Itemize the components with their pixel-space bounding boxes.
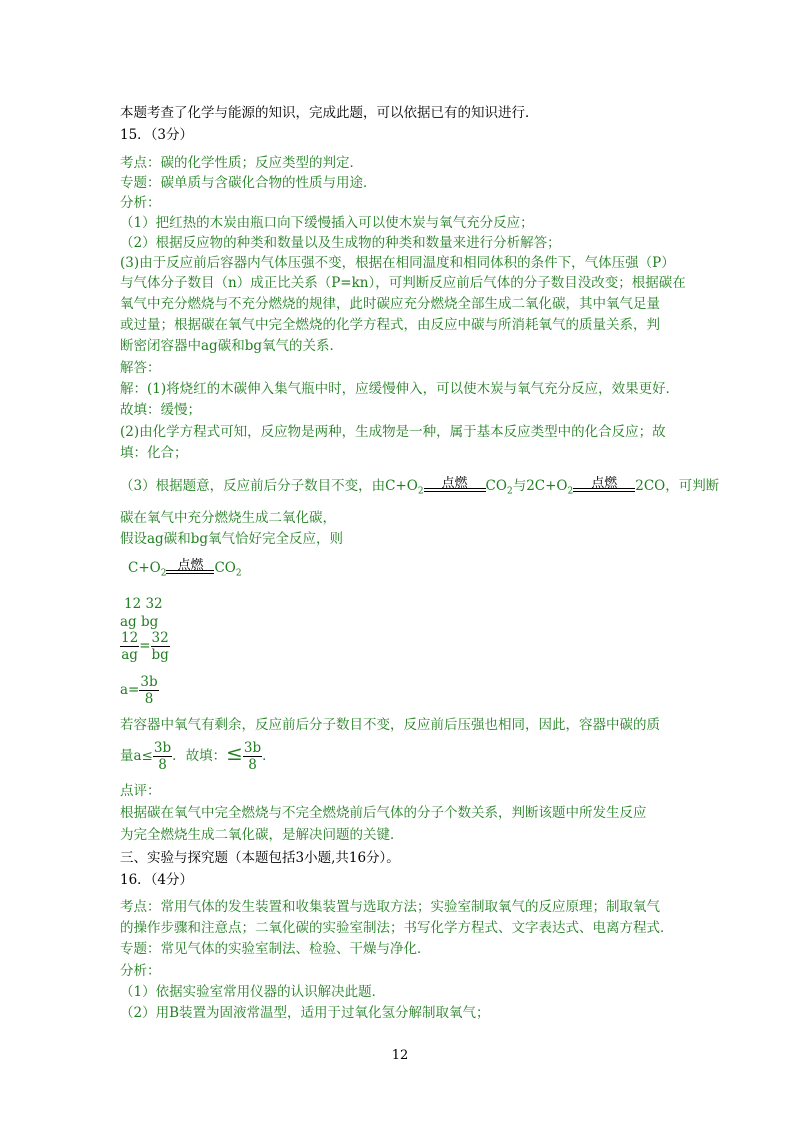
zhuanti16-text: 常见气体的实验室制法、检验、干燥与净化．	[160, 941, 431, 957]
analysis-line-3d: 或过量；根据碳在氧气中完全燃烧的化学方程式，由反应中碳与所消耗氧气的质量关系，判	[120, 317, 660, 333]
fraction-3b-8	[243, 740, 262, 773]
answer-line-2a: (2)由化学方程式可知，反应物是两种，生成物是一种，属于基本反应类型中的化合反应；故	[120, 424, 666, 440]
answer-line-1: 解：(1)将烧红的木碳伸入集气瓶中时，应缓慢伸入，可以使木炭与氧气充分反应，效果更好．	[120, 381, 680, 397]
remain-mid: ．故填：	[172, 748, 227, 764]
fraction-numerator: 3b	[153, 740, 172, 756]
eq1-left-sub: 2	[417, 486, 424, 497]
eq1-right-text: CO	[485, 478, 507, 494]
equation-1-right	[485, 478, 513, 497]
fraction-numerator: 3b	[140, 674, 158, 690]
analysis-line-3c: 氧气中充分燃烧与不充分燃烧的规律，此时碳应充分燃烧全部生成二氧化碳，其中氧气足量	[120, 296, 660, 312]
fraction-denominator: 8	[248, 757, 257, 773]
analysis-line-1: （1）把红热的木炭由瓶口向下缓慢插入可以使木炭与氧气充分反应；	[120, 215, 534, 231]
equation-1-condition: 点燃	[441, 475, 468, 491]
fraction-32-bg	[151, 630, 170, 663]
equation-3-arrow	[166, 557, 214, 579]
eq2-left-sub: 2	[567, 486, 574, 497]
equation-3-left	[128, 560, 167, 579]
fraction-denominator: bg	[151, 647, 169, 663]
analysis-line-3b: 与气体分子数目（n）成正比关系（P=kn），可判断反应前后气体的分子数目没改变；根据碳在	[120, 275, 686, 291]
fraction-denominator: ag	[121, 647, 138, 663]
answer-line-1b: 故填：缓慢；	[120, 402, 201, 418]
answer-3a-prefix: （3）根据题意，反应前后分子数目不变，由	[120, 478, 386, 494]
comment-line-1: 根据碳在氧气中完全燃烧与不完全燃烧前后气体的分子个数关系，判断该题中所发生反应	[120, 805, 647, 821]
fenxi-label: 分析：	[120, 195, 161, 211]
text-line: 本题考查了化学与能源的知识，完成此题，可以依据已有的知识进行．	[120, 105, 539, 121]
page-number: 12	[391, 1048, 409, 1063]
answer-line-3a	[120, 474, 719, 497]
comment-line-2: 为完全燃烧生成二氧化碳，是解决问题的关键．	[120, 827, 404, 843]
dianping-label: 点评：	[120, 783, 161, 799]
answer-line-2b: 填：化合；	[120, 445, 188, 461]
kaodian-label: 考点：	[120, 155, 161, 171]
mass-variable-line: ag bg	[120, 614, 159, 630]
eq3-left-sub: 2	[160, 568, 167, 579]
eq3-right-sub: 2	[235, 568, 242, 579]
fraction-numerator: 12	[121, 630, 139, 646]
eq3-right-text: CO	[214, 560, 236, 576]
analysis-line-3a: (3)由于反应前后容器内气体压强不变，根据在相同温度和相同体积的条件下，气体压强（P）	[120, 255, 675, 271]
jieda-label: 解答：	[120, 360, 161, 376]
equation-2-right: 2CO	[635, 478, 666, 494]
fraction-12-ag	[120, 630, 139, 663]
answer-3a-suffix: ，可判断	[665, 478, 720, 494]
a-solution	[120, 674, 159, 707]
answer-remain-b	[120, 740, 276, 773]
fraction-denominator: 8	[144, 691, 154, 707]
equation-3-right	[214, 560, 242, 579]
equation-3	[128, 557, 242, 579]
eq1-left-text: C+O	[385, 478, 418, 494]
zhuanti16-label: 专题：	[120, 941, 161, 957]
eq2-left-text: 2C+O	[526, 478, 568, 494]
question-heading-16: 16．（4分）	[120, 872, 194, 888]
section-heading-3: 三、实验与探究题（本题包括3小题,共16分）。	[120, 850, 400, 866]
remain-end: ．	[262, 748, 276, 764]
analysis-line-2: （2）根据反应物的种类和数量以及生成物的种类和数量来进行分析解答；	[120, 235, 561, 251]
analysis16-line-1: （1）依据实验室常用仪器的认识解决此题．	[120, 984, 386, 1000]
equation-3-condition: 点燃	[177, 557, 204, 573]
fraction-denominator: 8	[158, 757, 167, 773]
answer-line-3c: 假设ag碳和bg氧气恰好完全反应，则	[120, 531, 343, 547]
kaodian-text: 碳的化学性质；反应类型的判定．	[160, 155, 363, 171]
zhuanti-row	[120, 174, 377, 192]
equation-2-left	[526, 478, 574, 497]
less-equal-symbol: ≤	[226, 741, 243, 765]
equation-2-arrow	[573, 475, 635, 497]
a-equals: a=	[120, 682, 140, 698]
answer-line-3b: 碳在氧气中充分燃烧生成二氧化碳，	[120, 510, 336, 526]
kaodian16-label: 考点：	[120, 899, 161, 915]
kaodian16-row	[120, 898, 660, 916]
fraction-numerator: 3b	[243, 740, 262, 756]
equals-sign: =	[139, 638, 151, 654]
fraction-3b-8	[139, 674, 158, 707]
zhuanti-label: 专题：	[120, 175, 161, 191]
question-heading-15: 15．（3分）	[120, 127, 194, 143]
answer-3a-conj: 与	[512, 478, 527, 494]
eq1-right-sub: 2	[506, 486, 513, 497]
fraction-numerator: 32	[151, 630, 169, 646]
zhuanti16-row	[120, 940, 431, 958]
kaodian16-text-a: 常用气体的发生装置和收集装置与选取方法；实验室制取氧气的反应原理；制取氧气	[160, 899, 660, 915]
answer-remain-a: 若容器中氧气有剩余，反应前后分子数目不变，反应前后压强也相同，因此，容器中碳的质	[120, 717, 660, 733]
proportion-equation	[120, 630, 170, 663]
kaodian16-text-b: 的操作步骤和注意点；二氧化碳的实验室制法；书写化学方程式、文字表达式、电离方程式．	[120, 920, 674, 936]
equation-1-arrow	[424, 475, 486, 497]
kaodian-row	[120, 154, 363, 172]
zhuanti-text: 碳单质与含碳化合物的性质与用途．	[160, 175, 377, 191]
fenxi16-label: 分析：	[120, 963, 161, 979]
remain-prefix: 量a≤	[120, 748, 153, 764]
equation-1-left	[385, 478, 424, 497]
analysis-line-3e: 断密闭容器中ag碳和bg氧气的关系．	[120, 338, 343, 354]
eq3-left-text: C+O	[128, 560, 161, 576]
mass-ratio-line: 12 32	[124, 596, 163, 612]
fraction-3b-8	[153, 740, 172, 773]
equation-2-condition: 点燃	[591, 475, 618, 491]
analysis16-line-2: （2）用B装置为固液常温型，适用于过氧化氢分解制取氧气；	[120, 1005, 490, 1021]
